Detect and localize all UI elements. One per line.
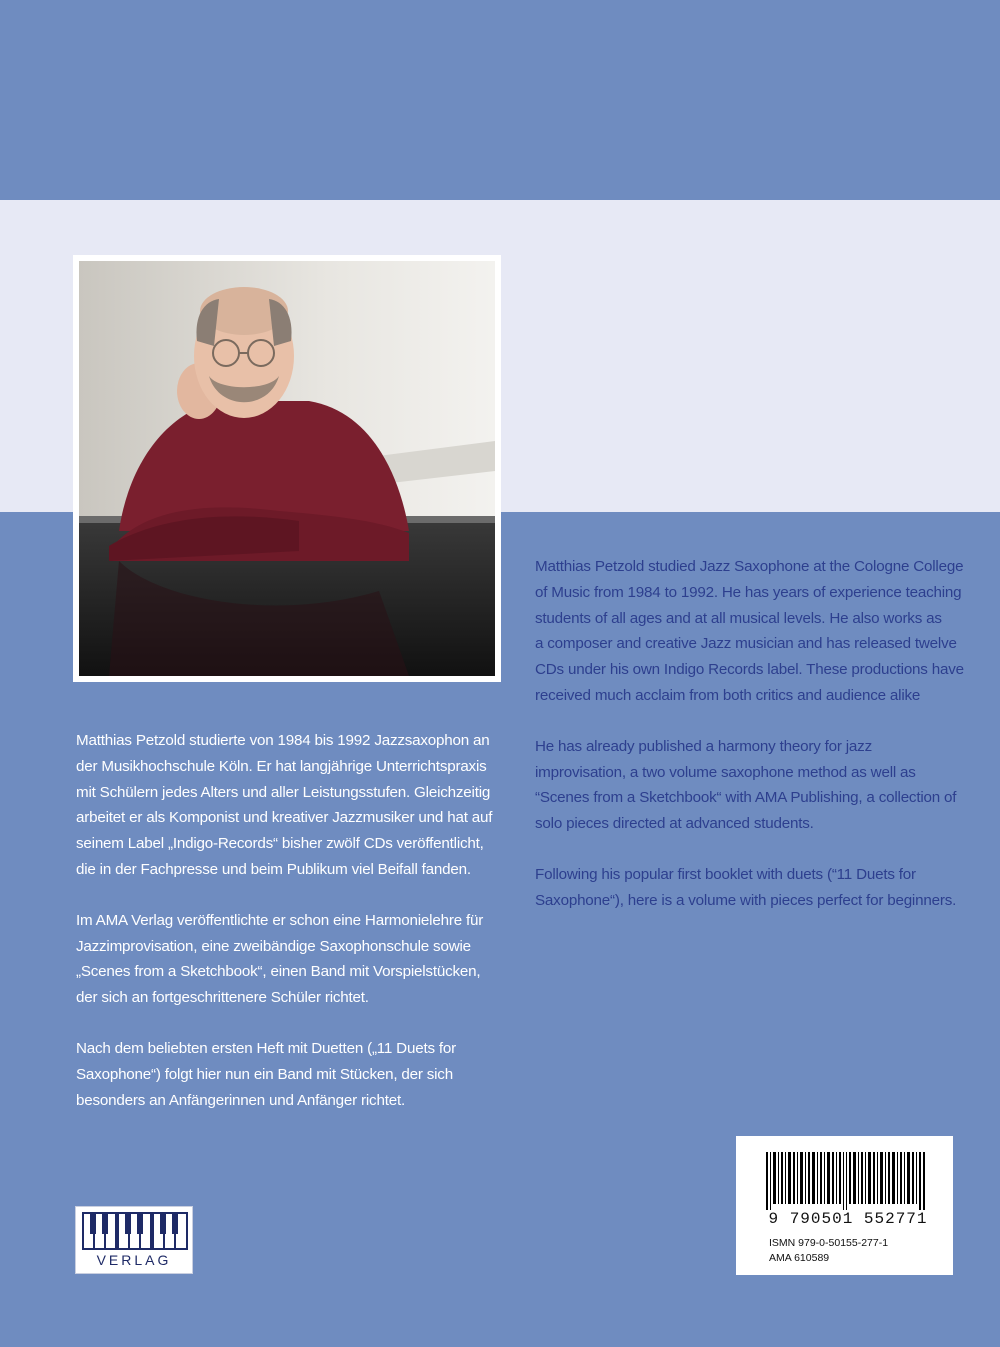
english-paragraph-3: Following his popular first booklet with duets (“11 Duets for Saxophone“), here is a volume with pieces perfect for beginners. [535, 865, 957, 909]
author-photo [79, 261, 495, 676]
english-paragraph-1: Matthias Petzold studied Jazz Saxophone at the Cologne College of Music from 1984 to 1992. He has years of experience teaching students of all ages and at all musical levels. He also works as a composer and creative Jazz musician and has released twelve CDs under his own Indigo Records label. These productions have received much acclaim from both critics and audience alike [535, 558, 964, 704]
german-paragraph-2: Im AMA Verlag veröffentlichte er schon eine Harmonielehre für Jazzimprovisation, eine zweibändige Saxophonschule sowie „Scenes from a Sketchbook“, einen Band mit Vorspielstücken, der sich an fortgeschrittenere Schüler richtet. [76, 911, 484, 1007]
ismn-number: ISMN 979-0-50155-277-1 [769, 1237, 889, 1249]
german-text-column [76, 728, 496, 1138]
barcode-label [736, 1136, 953, 1275]
german-paragraph-1: Matthias Petzold studierte von 1984 bis 1992 Jazzsaxophon an der Musikhochschule Köln. Er hat langjährige Unterrichtspraxis mit Schülern jedes Alters und aller Leistungsstufen. Gleichzeitig arbeitet er als Komponist und kreativer Jazzmusiker und hat auf seinem Label „Indigo-Records“ bisher zwölf CDs veröffentlicht, die in der Fachpresse und beim Publikum viel Beifall fanden. [76, 732, 493, 878]
barcode-icon [766, 1152, 926, 1210]
top-band [0, 0, 1000, 200]
barcode-digits: 9 790501 552771 [768, 1210, 928, 1228]
author-photo-frame [73, 255, 501, 682]
ama-verlag-logo [75, 1206, 193, 1274]
english-paragraph-2: He has already published a harmony theory for jazz improvisation, a two volume saxophone method as well as “Scenes from a Sketchbook“ with AMA Publishing, a collection of solo pieces directed at advanced students. [535, 737, 957, 833]
english-text-column [535, 554, 975, 939]
german-paragraph-3: Nach dem beliebten ersten Heft mit Duetten („11 Duets for Saxophone“) folgt hier nun ein Band mit Stücken, der sich besonders an Anfängerinnen und Anfänger richtet. [76, 1039, 457, 1109]
ama-catalog-number: AMA 610589 [769, 1252, 830, 1264]
piano-keys-logo-icon [82, 1212, 188, 1250]
logo-verlag-text: VERLAG [96, 1252, 172, 1268]
